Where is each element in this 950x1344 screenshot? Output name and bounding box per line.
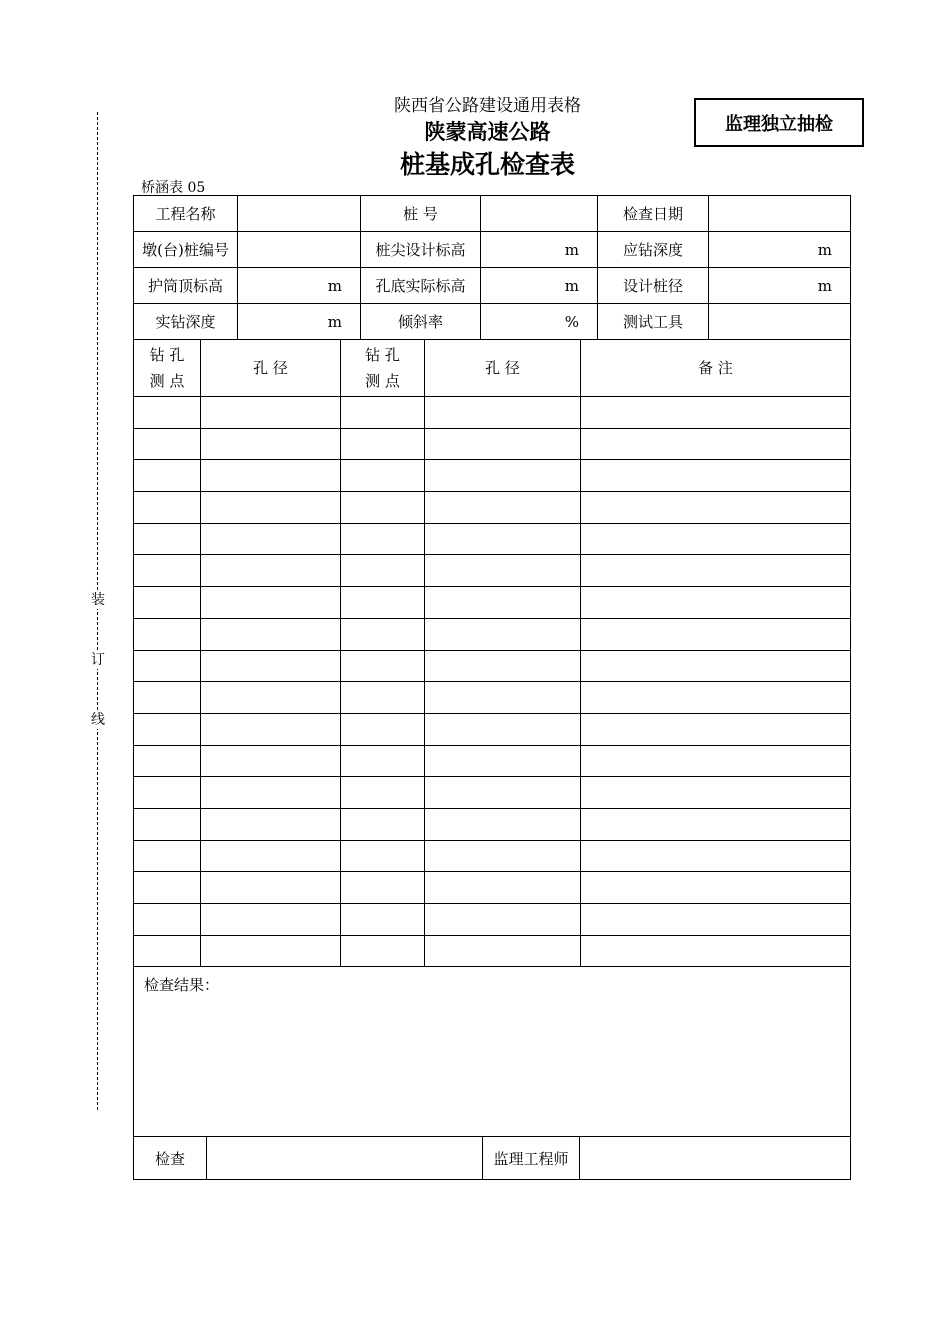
table-row xyxy=(134,523,851,555)
drill-point-cell[interactable] xyxy=(134,808,201,840)
hole-dia-cell[interactable] xyxy=(425,555,581,587)
drill-point-cell[interactable] xyxy=(341,682,425,714)
remarks-cell[interactable] xyxy=(581,523,851,555)
drill-point-cell[interactable] xyxy=(134,745,201,777)
hole-dia-cell[interactable] xyxy=(425,745,581,777)
hole-dia-cell[interactable] xyxy=(425,777,581,809)
drill-point-header-line1: 钻 孔 xyxy=(365,346,400,364)
form-title: 桩基成孔检查表 xyxy=(399,150,575,179)
hole-dia-cell[interactable] xyxy=(425,587,581,619)
table-row xyxy=(134,460,851,492)
drill-point-cell[interactable] xyxy=(341,618,425,650)
form-code: 桥涵表 05 xyxy=(141,180,206,196)
design-pile-dia-label: 设计桩径 xyxy=(598,268,709,304)
hole-dia-cell[interactable] xyxy=(425,428,581,460)
info-table xyxy=(133,195,851,340)
required-drill-depth-label: 应钻深度 xyxy=(598,232,709,268)
hole-dia-cell[interactable] xyxy=(425,682,581,714)
table-row xyxy=(134,745,851,777)
pile-tip-design-elev-field[interactable]: m xyxy=(481,232,598,268)
hole-dia-cell[interactable] xyxy=(425,618,581,650)
design-pile-dia-field[interactable]: m xyxy=(709,268,851,304)
drill-point-cell[interactable] xyxy=(134,618,201,650)
drill-point-cell[interactable] xyxy=(134,713,201,745)
hole-dia-cell[interactable] xyxy=(201,904,341,936)
drill-point-cell[interactable] xyxy=(341,523,425,555)
remarks-cell[interactable] xyxy=(581,428,851,460)
result-table xyxy=(133,966,851,1180)
drill-point-cell[interactable] xyxy=(134,397,201,429)
test-tool-field[interactable] xyxy=(709,304,851,340)
hole-dia-cell[interactable] xyxy=(425,904,581,936)
drill-point-cell[interactable] xyxy=(134,904,201,936)
drill-point-cell[interactable] xyxy=(134,555,201,587)
drill-point-cell[interactable] xyxy=(341,587,425,619)
casing-top-elev-field[interactable]: m xyxy=(238,268,361,304)
hole-dia-cell[interactable] xyxy=(425,650,581,682)
table-row xyxy=(134,713,851,745)
drill-point-cell[interactable] xyxy=(341,808,425,840)
drill-point-cell[interactable] xyxy=(134,935,201,967)
hole-dia-cell[interactable] xyxy=(201,935,341,967)
drill-point-header-line2: 测 点 xyxy=(149,372,185,390)
hole-dia-cell[interactable] xyxy=(201,555,341,587)
remarks-cell[interactable] xyxy=(581,682,851,714)
checker-label: 检查 xyxy=(134,1137,207,1180)
pile-no-label: 桩 号 xyxy=(361,196,481,232)
table-row xyxy=(134,428,851,460)
hole-dia-cell[interactable] xyxy=(201,523,341,555)
actual-drill-depth-field[interactable]: m xyxy=(238,304,361,340)
hole-dia-cell[interactable] xyxy=(425,523,581,555)
measurement-rows xyxy=(134,397,851,967)
table-row xyxy=(134,840,851,872)
table-row xyxy=(134,808,851,840)
drill-point-header-line1: 钻 孔 xyxy=(149,346,185,364)
hole-dia-cell[interactable] xyxy=(201,397,341,429)
remarks-cell[interactable] xyxy=(581,397,851,429)
table-row xyxy=(134,935,851,967)
hole-dia-header-2: 孔 径 xyxy=(425,340,581,397)
remarks-header: 备 注 xyxy=(581,340,851,397)
hole-bottom-actual-elev-label: 孔底实际标高 xyxy=(361,268,481,304)
binding-char-xian: 线 xyxy=(91,712,105,728)
hole-dia-cell[interactable] xyxy=(425,492,581,524)
drill-point-cell[interactable] xyxy=(341,777,425,809)
hole-dia-cell[interactable] xyxy=(201,428,341,460)
project-name-label: 工程名称 xyxy=(134,196,238,232)
supervisor-label: 监理工程师 xyxy=(483,1137,580,1180)
drill-point-cell[interactable] xyxy=(341,460,425,492)
table-row xyxy=(134,777,851,809)
table-row xyxy=(134,397,851,429)
drill-point-cell[interactable] xyxy=(134,460,201,492)
required-drill-depth-field[interactable]: m xyxy=(709,232,851,268)
hole-dia-cell[interactable] xyxy=(201,777,341,809)
checker-signature-field[interactable] xyxy=(207,1137,483,1180)
hole-dia-cell[interactable] xyxy=(201,492,341,524)
table-row xyxy=(134,587,851,619)
remarks-cell[interactable] xyxy=(581,618,851,650)
check-result-label: 检查结果： xyxy=(144,976,220,994)
hole-dia-cell[interactable] xyxy=(201,713,341,745)
remarks-cell[interactable] xyxy=(581,904,851,936)
pier-pile-no-label: 墩(台)桩编号 xyxy=(134,232,238,268)
hole-dia-cell[interactable] xyxy=(201,840,341,872)
hole-dia-cell[interactable] xyxy=(201,587,341,619)
hole-dia-cell[interactable] xyxy=(201,460,341,492)
casing-top-elev-label: 护筒顶标高 xyxy=(134,268,238,304)
hole-dia-cell[interactable] xyxy=(201,682,341,714)
inclination-field[interactable]: % xyxy=(481,304,598,340)
check-result-cell[interactable] xyxy=(134,967,851,1137)
binding-char-zhuang: 装 xyxy=(91,592,105,608)
table-row xyxy=(134,872,851,904)
check-date-field[interactable] xyxy=(709,196,851,232)
measurement-table xyxy=(133,339,851,967)
check-date-label: 检查日期 xyxy=(598,196,709,232)
binding-line xyxy=(97,112,98,1110)
hole-dia-cell[interactable] xyxy=(201,808,341,840)
drill-point-cell[interactable] xyxy=(341,492,425,524)
pile-no-field[interactable] xyxy=(481,196,598,232)
remarks-cell[interactable] xyxy=(581,840,851,872)
pile-tip-design-elev-label: 桩尖设计标高 xyxy=(361,232,481,268)
drill-point-cell[interactable] xyxy=(341,397,425,429)
remarks-cell[interactable] xyxy=(581,555,851,587)
table-row xyxy=(134,618,851,650)
drill-point-cell[interactable] xyxy=(134,650,201,682)
actual-drill-depth-label: 实钻深度 xyxy=(134,304,238,340)
hole-dia-cell[interactable] xyxy=(425,460,581,492)
remarks-cell[interactable] xyxy=(581,745,851,777)
drill-point-header-2 xyxy=(341,340,425,397)
hole-dia-cell[interactable] xyxy=(425,713,581,745)
drill-point-cell[interactable] xyxy=(341,428,425,460)
hole-dia-cell[interactable] xyxy=(425,840,581,872)
drill-point-header-1 xyxy=(134,340,201,397)
drill-point-cell[interactable] xyxy=(134,777,201,809)
hole-dia-cell[interactable] xyxy=(425,935,581,967)
hole-dia-cell[interactable] xyxy=(425,808,581,840)
pier-pile-no-field[interactable] xyxy=(238,232,361,268)
remarks-cell[interactable] xyxy=(581,713,851,745)
drill-point-cell[interactable] xyxy=(341,872,425,904)
remarks-cell[interactable] xyxy=(581,777,851,809)
project-name-heading: 陕蒙高速公路 xyxy=(424,120,551,144)
table-row xyxy=(134,492,851,524)
drill-point-header-line2: 测 点 xyxy=(365,372,400,390)
drill-point-cell[interactable] xyxy=(341,650,425,682)
project-name-field[interactable] xyxy=(238,196,361,232)
binding-char-ding: 订 xyxy=(91,652,105,668)
table-row xyxy=(134,555,851,587)
hole-dia-cell[interactable] xyxy=(201,618,341,650)
table-row xyxy=(134,650,851,682)
drill-point-cell[interactable] xyxy=(134,523,201,555)
drill-point-cell[interactable] xyxy=(134,840,201,872)
drill-point-cell[interactable] xyxy=(134,428,201,460)
remarks-cell[interactable] xyxy=(581,935,851,967)
hole-dia-cell[interactable] xyxy=(425,397,581,429)
drill-point-cell[interactable] xyxy=(134,587,201,619)
supervisor-signature-field[interactable] xyxy=(580,1137,851,1180)
hole-dia-header-1: 孔 径 xyxy=(201,340,341,397)
inclination-label: 倾斜率 xyxy=(361,304,481,340)
remarks-cell[interactable] xyxy=(581,492,851,524)
hole-dia-cell[interactable] xyxy=(201,872,341,904)
hole-bottom-actual-elev-field[interactable]: m xyxy=(481,268,598,304)
remarks-cell[interactable] xyxy=(581,587,851,619)
drill-point-cell[interactable] xyxy=(341,745,425,777)
form-subtitle: 陕西省公路建设通用表格 xyxy=(394,96,581,116)
remarks-cell[interactable] xyxy=(581,460,851,492)
drill-point-cell[interactable] xyxy=(341,713,425,745)
drill-point-cell[interactable] xyxy=(341,935,425,967)
test-tool-label: 测试工具 xyxy=(598,304,709,340)
supervision-stamp-box: 监理独立抽检 xyxy=(694,98,864,147)
drill-point-cell[interactable] xyxy=(341,555,425,587)
hole-dia-cell[interactable] xyxy=(425,872,581,904)
table-row xyxy=(134,682,851,714)
drill-point-cell[interactable] xyxy=(341,904,425,936)
remarks-cell[interactable] xyxy=(581,650,851,682)
drill-point-cell[interactable] xyxy=(134,682,201,714)
remarks-cell[interactable] xyxy=(581,808,851,840)
hole-dia-cell[interactable] xyxy=(201,745,341,777)
hole-dia-cell[interactable] xyxy=(201,650,341,682)
remarks-cell[interactable] xyxy=(581,872,851,904)
drill-point-cell[interactable] xyxy=(134,492,201,524)
drill-point-cell[interactable] xyxy=(341,840,425,872)
table-row xyxy=(134,904,851,936)
drill-point-cell[interactable] xyxy=(134,872,201,904)
